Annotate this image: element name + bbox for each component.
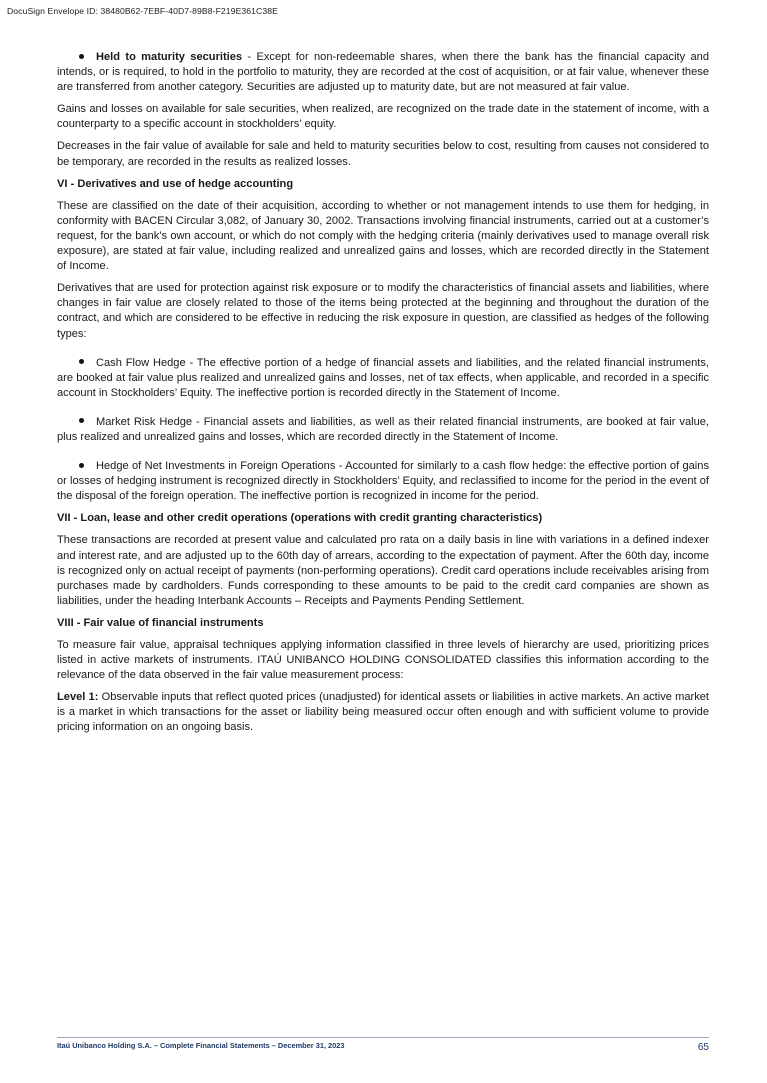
bullet-net-investment-hedge [57, 459, 709, 504]
section-heading-viii: VIII - Fair value of financial instruments [57, 616, 264, 629]
footer-divider [57, 1037, 709, 1038]
paragraph-derivatives-protection: Derivatives that are used for protection against risk exposure or to modify the characteristics of financial assets and liabilities, where changes in fair value are closely related to those of the items being protected at the beginning and throughout the duration of the contract, and which are considered to be effective in reducing the risk exposure in question, are classified as hedges of the following types: [57, 282, 709, 340]
bullet-icon [79, 418, 84, 423]
bullet-icon [79, 359, 84, 364]
bullet-cash-flow-hedge [57, 356, 709, 401]
bullet-text: Cash Flow Hedge - The effective portion of a hedge of financial assets and liabilities, and the related financial instruments, are booked at fair value plus realized and unrealized gains and losses, net of tax effects, when applicable, and recorded in a specific account in Stockholders’ Equity. The ineffective portion is recorded directly in the Statement of Income. [57, 356, 709, 399]
footer-text: Itaú Unibanco Holding S.A. – Complete Financial Statements – December 31, 2023 [57, 1041, 345, 1050]
paragraph-level-1 [57, 690, 709, 735]
envelope-id: DocuSign Envelope ID: 38480B62-7EBF-40D7-89B8-F219E361C38E [7, 6, 278, 16]
paragraph-derivatives-classification: These are classified on the date of their acquisition, according to whether or not management intends to use them for hedging, in conformity with BACEN Circular 3,082, of January 30, 2002. Transactions involving financial instruments, carried out at a customer’s request, for the bank’s own account, or which do not comply with the hedging criteria (mainly derivatives used to manage overall risk exposure), are stated at fair value, including realized and unrealized gains and losses, which are recorded directly in the Statement of Income. [57, 199, 709, 273]
bullet-icon [79, 463, 84, 468]
level-text: Observable inputs that reflect quoted prices (unadjusted) for identical assets or liabilities in active markets. An active market is a market in which transactions for the asset or liability being measured occur often enough and with sufficient volume to provide pricing information on an ongoing basis. [57, 691, 709, 734]
paragraph-gains-losses: Gains and losses on available for sale securities, when realized, are recognized on the trade date in the statement of income, with a counterparty to a specific account in stockholders’ equity. [57, 103, 709, 131]
paragraph-decreases: Decreases in the fair value of available for sale and held to maturity securities below to cost, resulting from causes not considered to be temporary, are recorded in the results as realized losses. [57, 140, 709, 168]
section-heading-vii: VII - Loan, lease and other credit operations (operations with credit granting characteristics) [57, 512, 543, 525]
page-number: 65 [697, 1042, 709, 1053]
paragraph-fair-value: To measure fair value, appraisal techniques applying information classified in three levels of hierarchy are used, prioritizing prices listed in active markets of instruments. ITAÚ UNIBANCO HOLDING CONSOLIDATED classifies this information according to the relevance of the data observed in the fair value measurement process: [57, 639, 709, 682]
bullet-held-to-maturity [57, 50, 709, 95]
document-body [57, 50, 709, 743]
bullet-icon [79, 54, 84, 59]
bullet-text: - Except for non-redeemable shares, when there the bank has the financial capacity and intends, or is required, to hold in the portfolio to maturity, they are recorded at the cost of acquisition, or at fair value, whenever these are transferred from another category. Securities are adjusted up to maturity date, but are not measured at fair value. [57, 51, 710, 94]
bullet-market-risk-hedge [57, 415, 709, 445]
bullet-title: Held to maturity securities [96, 51, 243, 63]
level-label: Level 1: [57, 691, 99, 704]
paragraph-loan-operations: These transactions are recorded at present value and calculated pro rata on a daily basis in line with variations in a defined indexer and interest rate, and are adjusted up to the 60th day of arrears, according to the expectation of payment. After the 60th day, income is recognized only on actual receipt of payments (non-performing operations). Credit card operations include receivables arising from purchases made by cardholders. Funds corresponding to these amounts to be paid to the credit card companies are shown as liabilities, under the heading Interbank Accounts – Receipts and Payments Pending Settlement. [57, 534, 709, 607]
section-heading-vi: VI - Derivatives and use of hedge accounting [57, 177, 294, 190]
bullet-text: Market Risk Hedge - Financial assets and liabilities, as well as their related financial instruments, are booked at fair value, plus realized and unrealized gains and losses, which are recorded directly in the Statement of Income. [57, 415, 709, 443]
bullet-text: Hedge of Net Investments in Foreign Operations - Accounted for similarly to a cash flow hedge: the effective portion of gains or losses of hedging instrument is recognized directly in Stockholders’ Equity, and reclassified to income for the period in the event of the disposal of the foreign operation. The ineffective portion is recognized in income for the period. [57, 460, 709, 503]
